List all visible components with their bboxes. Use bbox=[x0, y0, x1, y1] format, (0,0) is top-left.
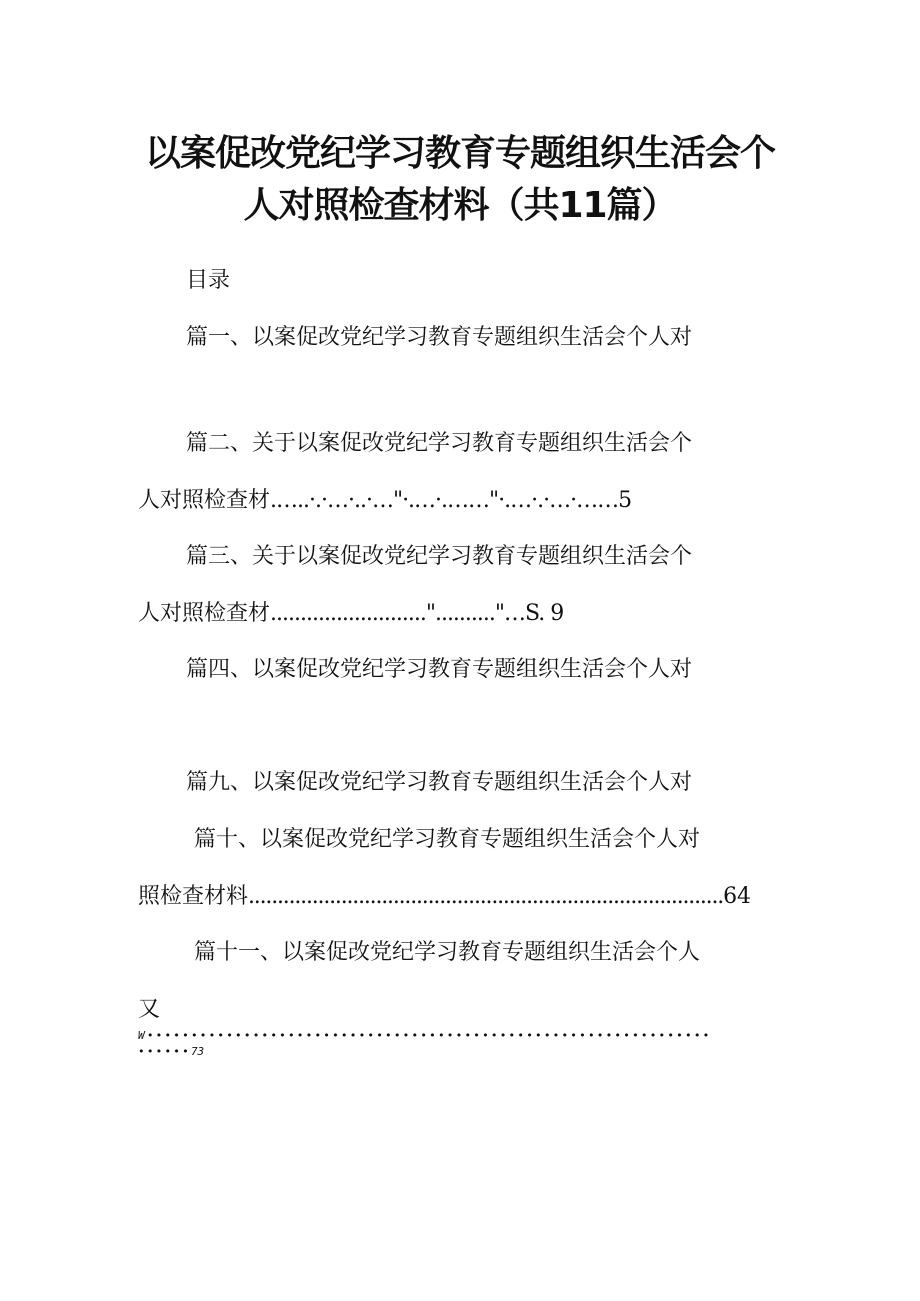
toc-entry-11-line-4 bbox=[138, 1046, 204, 1057]
toc-entry-2-text: 人对照检查材 bbox=[138, 488, 271, 513]
toc-entry-3-line-1: 篇三、关于以案促改党纪学习教育专题组织生活会个 bbox=[186, 544, 693, 569]
toc-entry-2-line-1: 篇二、关于以案促改党纪学习教育专题组织生活会个 bbox=[186, 431, 693, 456]
toc-entry-4: 篇四、以案促改党纪学习教育专题组织生活会个人对 bbox=[186, 657, 693, 682]
toc-entry-3-line-2 bbox=[138, 603, 563, 625]
toc-entry-10-line-1: 篇十、以案促改党纪学习教育专题组织生活会个人对 bbox=[194, 827, 701, 852]
toc-entry-10-page: 64 bbox=[723, 884, 752, 909]
toc-entry-11-prefix: W bbox=[138, 1029, 147, 1042]
toc-entry-10-text: 照检查材料 bbox=[138, 884, 249, 909]
toc-entry-2-leader: .…..·.·…·..·…"·.…·.……"·.…·.·…·……5 bbox=[270, 488, 632, 513]
toc-entry-3-leader: ..........................".........."…S. 9 bbox=[270, 601, 564, 626]
toc-entry-9: 篇九、以案促改党纪学习教育专题组织生活会个人对 bbox=[186, 770, 693, 795]
toc-entry-1: 篇一、以案促改党纪学习教育专题组织生活会个人对 bbox=[186, 325, 693, 350]
toc-entry-11-line-2: 又 bbox=[138, 997, 161, 1022]
toc-entry-11-leader-end: •••••• bbox=[138, 1045, 191, 1058]
toc-entry-11-line-1: 篇十一、以案促改党纪学习教育专题组织生活会个人 bbox=[194, 940, 701, 965]
toc-entry-10-line-2 bbox=[138, 886, 751, 908]
toc-entry-3-text: 人对照检查材 bbox=[138, 601, 271, 626]
document-title-line-2: 人对照检查材料（共11篇） bbox=[243, 185, 677, 226]
toc-entry-11-page: 73 bbox=[190, 1045, 205, 1058]
document-title-line-1: 以案促改党纪学习教育专题组织生活会个 bbox=[144, 133, 775, 174]
toc-entry-11-line-3 bbox=[138, 1030, 711, 1041]
toc-entry-11-leader: •••••••••••••••••••••••••••••••••••••••••••••••••••••••••••••••• bbox=[146, 1029, 712, 1042]
toc-entry-2-line-2 bbox=[138, 490, 631, 512]
toc-heading: 目录 bbox=[186, 268, 231, 293]
toc-entry-10-leader: .................................................................................. bbox=[248, 884, 724, 909]
